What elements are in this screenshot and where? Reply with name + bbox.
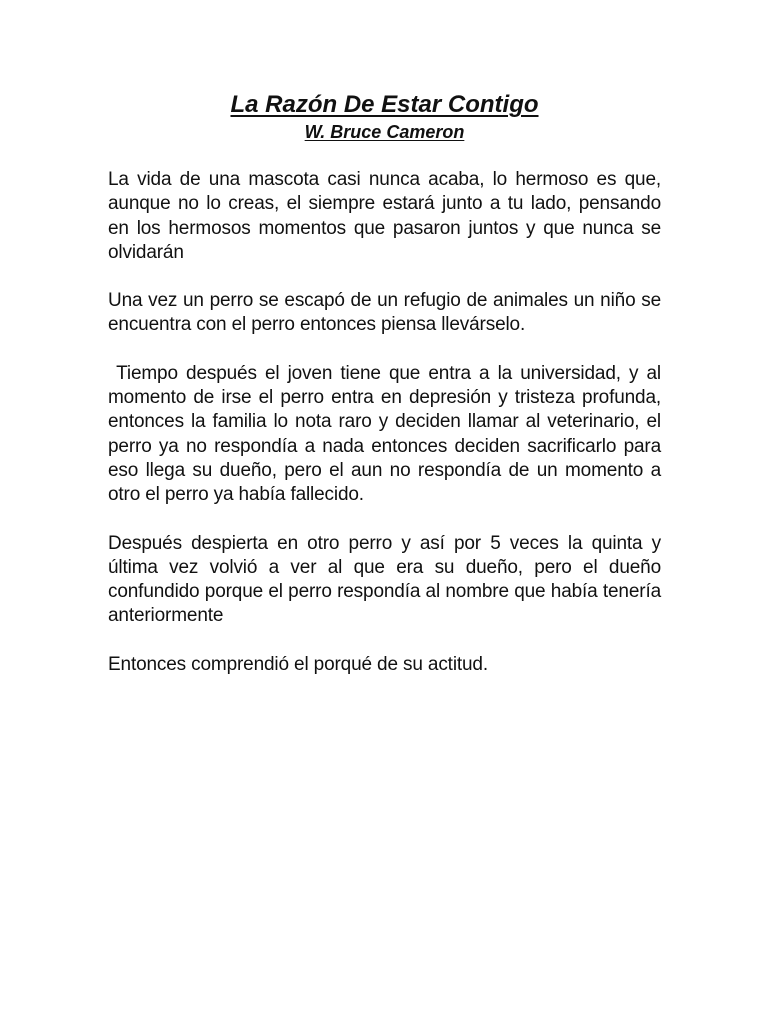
- paragraph-1: La vida de una mascota casi nunca acaba, lo hermoso es que, aunque no lo creas, el siempre estará junto a tu lado, pensando en los hermosos momentos que pasaron juntos y que nunca se olvidarán: [108, 169, 661, 263]
- document-content: [108, 90, 667, 701]
- document-author: W. Bruce Cameron: [304, 122, 465, 142]
- paragraph-4: Después despierta en otro perro y así por 5 veces la quinta y última vez volvió a ver al que era su dueño, pero el dueño confundido porque el perro respondía al nombre que había tenería anteriormente: [108, 532, 661, 627]
- paragraph-3: Tiempo después el joven tiene que entra a la universidad, y al momento de irse el perro entra en depresión y tristeza profunda, entonces la familia lo nota raro y deciden llamar al veterinario, el perro ya no respondía a nada entonces deciden sacrificarlo para eso llega su dueño, pero el aun no respondía de un momento a otro el perro ya había fallecido.: [108, 362, 667, 506]
- paragraph-2: Una vez un perro se escapó de un refugio de animales un niño se encuentra con el perro entonces piensa llevárselo.: [108, 290, 661, 336]
- paragraph-5: Entonces comprendió el porqué de su actitud.: [108, 653, 488, 675]
- document-title: La Razón De Estar Contigo: [230, 91, 539, 118]
